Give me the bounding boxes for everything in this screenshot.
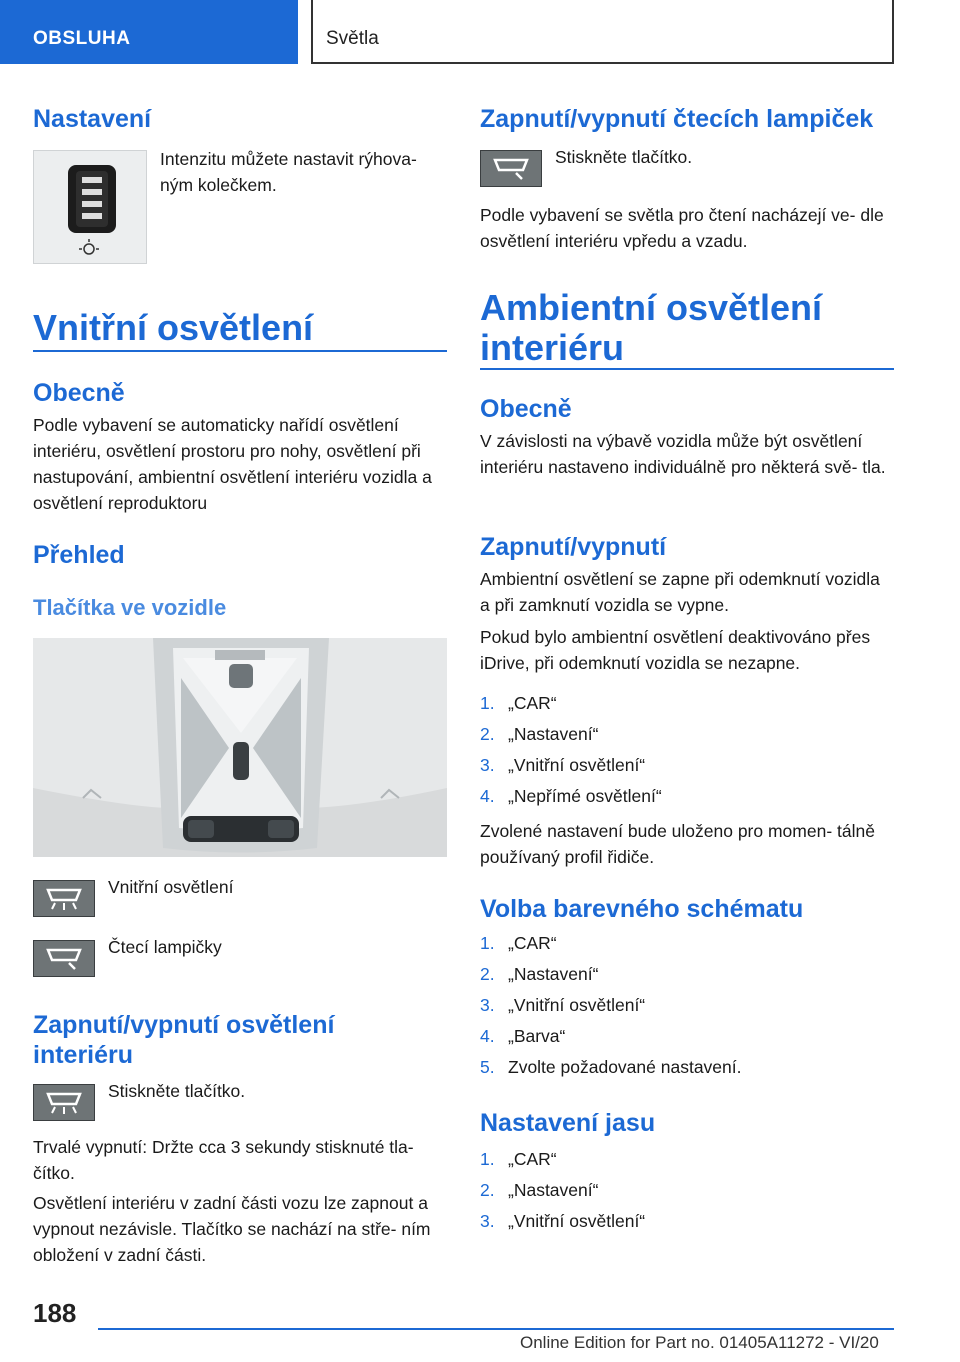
obecne-text-left: Podle vybavení se automaticky nařídí osvětlení interiéru, osvětlení prostoru pro nohy, osvětlení při nastupování, ambientní osvětlení interiéru vozidla a osvětlení reproduktoru — [33, 415, 432, 513]
list-item: 4. „Nepřímé osvětlení“ — [480, 786, 662, 806]
heading-rule-2 — [480, 368, 894, 370]
list-item: 3. „Vnitřní osvětlení“ — [480, 1211, 646, 1231]
zap-heading: Zapnutí/vypnutí — [480, 533, 667, 561]
ctecich-text-2: Podle vybavení se světla pro čtení nacházejí ve‐ dle osvětlení interiéru vpředu a vzadu. — [480, 205, 884, 251]
zadni-text: Osvětlení interiéru v zadní části vozu lze zapnout a vypnout nezávisle. Tlačítko se nachází na stře‐ ním obložení v zadní části. — [33, 1193, 431, 1265]
tlacitka-heading: Tlačítka ve vozidle — [33, 595, 227, 620]
headliner-buttons-image — [33, 638, 447, 857]
edition-text: Online Edition for Part no. 01405A11272 - VI/20 — [520, 1333, 879, 1352]
legend-reading-light: Čtecí lampičky — [108, 937, 222, 957]
page-number: 188 — [33, 1298, 77, 1328]
list-item: 1. „CAR“ — [480, 933, 557, 953]
prehled-heading: Přehled — [33, 541, 125, 569]
reading-light-button-icon — [33, 940, 95, 977]
chapter-header — [311, 0, 894, 64]
zap-text-3: Zvolené nastavení bude uloženo pro momen‐ tálně používaný profil řidiče. — [480, 821, 875, 867]
legend-interior-light: Vnitřní osvětlení — [108, 877, 234, 897]
vnitrni-heading: Vnitřní osvětlení — [33, 307, 314, 348]
nastaveni-heading: Nastavení — [33, 105, 152, 133]
zap-text-1: Ambientní osvětlení se zapne při odemknutí vozidla a při zamknutí vozidla se vypne. — [480, 569, 880, 615]
list-item: 1. „CAR“ — [480, 1149, 557, 1169]
zapnuti-text: Stiskněte tlačítko. — [108, 1081, 246, 1101]
zapnuti-heading: Zapnutí/vypnutí osvětlení interiéru — [33, 1011, 335, 1069]
ctecich-text: Stiskněte tlačítko. — [555, 147, 693, 167]
zap-text-2: Pokud bylo ambientní osvětlení deaktivováno přes iDrive, při odemknutí vozidla se nezapne. — [480, 627, 871, 673]
heading-rule — [33, 350, 447, 352]
trvale-text: Trvalé vypnutí: Držte cca 3 sekundy stisknuté tla‐ čítko. — [33, 1137, 414, 1183]
dimmer-wheel-image — [33, 150, 147, 264]
jas-heading: Nastavení jasu — [480, 1109, 656, 1137]
list-color-scheme — [480, 930, 894, 1085]
nastaveni-text: Intenzitu můžete nastavit rýhova‐ ným kolečkem. — [160, 149, 417, 195]
list-item: 4. „Barva“ — [480, 1026, 566, 1046]
interior-light-button-icon-2 — [33, 1084, 95, 1121]
chapter-label: Světla — [326, 28, 379, 49]
ambient-heading: Ambientní osvětlení interiéru — [480, 287, 823, 368]
list-item: 3. „Vnitřní osvětlení“ — [480, 755, 646, 775]
list-item: 2. „Nastavení“ — [480, 1180, 599, 1200]
section-tab — [0, 0, 298, 64]
list-item: 1. „CAR“ — [480, 693, 557, 713]
list-ambient-onoff — [480, 690, 894, 814]
list-item: 3. „Vnitřní osvětlení“ — [480, 995, 646, 1015]
list-item: 2. „Nastavení“ — [480, 724, 599, 744]
barevneho-heading: Volba barevného schématu — [480, 895, 804, 923]
list-brightness — [480, 1146, 894, 1239]
list-item: 2. „Nastavení“ — [480, 964, 599, 984]
interior-light-button-icon — [33, 880, 95, 917]
footer-rule — [98, 1328, 894, 1330]
ctecich-heading: Zapnutí/vypnutí čtecích lampiček — [480, 105, 874, 133]
list-item: 5. Zvolte požadované nastavení. — [480, 1057, 742, 1077]
obecne-heading-left: Obecně — [33, 379, 125, 407]
obecne-text-right: V závislosti na výbavě vozidla může být osvětlení interiéru nastaveno individuálně pro některá svě‐ tla. — [480, 431, 886, 477]
obecne-heading-right: Obecně — [480, 395, 572, 423]
section-label: OBSLUHA — [33, 28, 131, 49]
reading-light-button-icon-2 — [480, 150, 542, 187]
